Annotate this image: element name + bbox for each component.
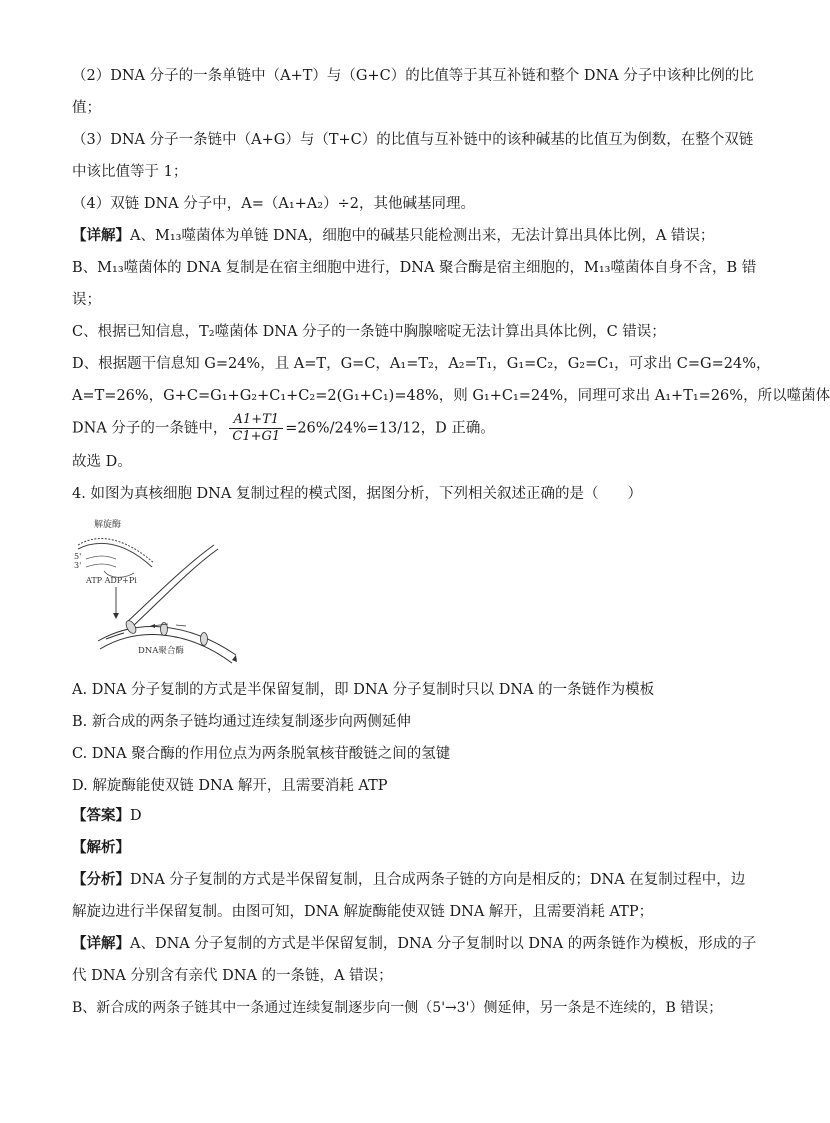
answer-tag: 【答案】 (72, 807, 130, 824)
label-3prime: 3' (74, 561, 82, 570)
analysis-heading (72, 838, 722, 858)
polymerase-oval (124, 619, 138, 635)
okazaki-arrow-head (150, 624, 155, 628)
text-line: 代 DNA 分别含有亲代 DNA 的一条链，A 错误； (72, 968, 393, 984)
option-c: C. DNA 聚合酶的作用位点为两条脱氧核苷酸链之间的氢键 (72, 746, 451, 762)
text-line: （2）DNA 分子的一条单链中（A+T）与（G+C）的比值等于其互补链和整个 DNA 分子中该种比例的比 (72, 68, 754, 84)
fraction-denominator: C1+G1 (232, 429, 281, 444)
question-title: 4. 如图为真核细胞 DNA 复制过程的模式图，据图分析，下列相关叙述正确的是（ ） (72, 486, 642, 502)
polymerase-oval (201, 633, 208, 646)
text-line (72, 870, 746, 890)
text-line: B、M₁₃噬菌体的 DNA 复制是在宿主细胞中进行，DNA 聚合酶是宿主细胞的，M₁₃噬菌体自身不含，B 错 (72, 260, 757, 276)
text-line: B、新合成的两条子链其中一条通过连续复制逐步向一侧（5'→3'）侧延伸，另一条是不连续的，B 错误； (72, 1000, 723, 1016)
section-tag: 【详解】 (72, 935, 130, 952)
helicase-strand (78, 543, 152, 567)
text-line: 值； (72, 100, 101, 116)
dna-replication-figure (76, 515, 246, 665)
atp-label: ATP ADP+Pi (86, 576, 137, 585)
text-line: D、根据题干信息知 G=24%，且 A=T，G=C，A₁=T₂，A₂=T₁，G₁=C₂，G₂=C₁，可求出 C=G=24%， (72, 356, 771, 372)
text-line-with-fraction (72, 412, 722, 445)
text-line: 误； (72, 292, 101, 308)
option-b: B. 新合成的两条子链均通过连续复制逐步向两侧延伸 (72, 714, 411, 730)
option-d: D. 解旋酶能使双链 DNA 解开，且需要消耗 ATP (72, 778, 388, 794)
answer-line (72, 806, 722, 826)
dna-replication-diagram (76, 515, 246, 665)
text-line: A=T=26%，G+C=G₁+G₂+C₁+C₂=2(G₁+C₁)=48%，则 G₁+C₁=24%，同理可求出 A₁+T₁=26%，所以噬菌体 (72, 388, 830, 404)
text-line: C、根据已知信息，T₂噬菌体 DNA 分子的一条链中胸腺嘧啶无法计算出具体比例，C 错误； (72, 324, 666, 340)
text-line: 解旋边进行半保留复制。由图可知，DNA 解旋酶能使双链 DNA 解开，且需要消耗 ATP； (72, 904, 654, 920)
text-line (72, 226, 722, 246)
text-line: 故选 D。 (72, 454, 132, 470)
text-span: A、M₁₃噬菌体为单链 DNA，细胞中的碱基只能检测出来，无法计算出具体比例，A 错误； (130, 228, 715, 244)
polymerase-label: DNA聚合酶 (138, 646, 184, 656)
text-line: 中该比值等于 1； (72, 164, 188, 180)
label-5prime: 5' (74, 552, 82, 561)
text-line: （3）DNA 分子一条链中（A+G）与（T+C）的比值与互补链中的该种碱基的比值互为倒数，在整个双链 (72, 132, 754, 148)
strand-end-arrow (232, 655, 237, 662)
down-arrow-head (113, 613, 119, 619)
section-tag: 【详解】 (72, 227, 130, 244)
text-span: DNA 分子复制的方式是半保留复制，且合成两条子链的方向是相反的；DNA 在复制过程中，边 (130, 872, 746, 888)
answer-value: D (130, 808, 142, 824)
helicase-label: 解旋酶 (94, 520, 122, 530)
option-a: A. DNA 分子复制的方式是半保留复制，即 DNA 分子复制时只以 DNA 的一条链作为模板 (72, 682, 655, 698)
text-line: （4）双链 DNA 分子中，A=（A₁+A₂）÷2，其他碱基同理。 (72, 196, 475, 212)
text-span: =26%/24%=13/12，D 正确。 (285, 420, 495, 437)
strand-5 (86, 556, 116, 559)
strand-3 (86, 564, 116, 567)
okazaki-arrow (176, 625, 186, 626)
section-tag: 【分析】 (72, 871, 130, 888)
fraction-numerator: A1+T1 (229, 412, 283, 429)
fraction (229, 412, 283, 445)
text-line (72, 934, 757, 954)
text-span: DNA 分子的一条链中， (72, 420, 228, 437)
analysis-tag: 【解析】 (72, 839, 130, 856)
text-span: A、DNA 分子复制的方式是半保留复制，DNA 分子复制时以 DNA 的两条链作为模板，形成的子 (130, 936, 757, 952)
